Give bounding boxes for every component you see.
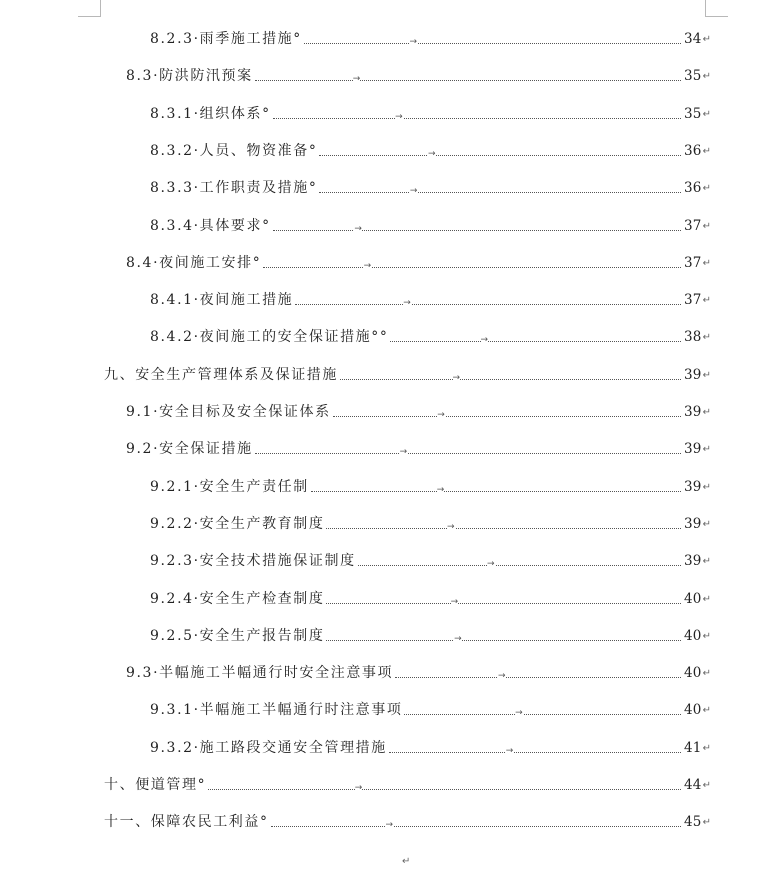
toc-dot-leader (304, 37, 681, 47)
toc-entry-title: 9.3·半幅施工半幅通行时安全注意事项 (126, 665, 394, 682)
toc-entry-page-number: 37 (684, 292, 702, 309)
tab-arrow-icon: → (409, 186, 418, 197)
toc-entry-page-number: 40 (684, 590, 702, 607)
toc-entry[interactable] (150, 173, 711, 197)
toc-entry-title: 8.3.2·人员、物资准备° (150, 142, 318, 159)
toc-dot-leader (271, 820, 681, 831)
toc-entry[interactable] (150, 546, 711, 570)
paragraph-mark-icon: ↵ (702, 369, 711, 381)
paragraph-mark-icon: ↵ (702, 332, 711, 344)
toc-entry-page-number: 39 (684, 404, 702, 420)
tab-arrow-icon: → (399, 447, 408, 458)
toc-dot-leader (255, 447, 681, 458)
paragraph-mark-icon: ↵ (702, 481, 711, 493)
toc-dot-leader (340, 372, 681, 383)
toc-entry-title: 十、便道管理° (104, 777, 207, 793)
toc-entry[interactable] (150, 509, 711, 533)
toc-entry-title: 9.2.5·安全生产报告制度 (150, 627, 325, 644)
toc-entry[interactable] (150, 322, 711, 346)
toc-entry-page-number: 39 (684, 553, 702, 570)
tab-arrow-icon: → (409, 37, 418, 47)
toc-entry-title: 8.3.4·具体要求° (150, 217, 271, 234)
toc-entry-title: 9.2.3·安全技术措施保证制度 (150, 553, 356, 570)
toc-entry[interactable] (150, 99, 711, 123)
tab-arrow-icon: → (515, 708, 523, 719)
toc-entry[interactable] (104, 770, 711, 794)
toc-entry-page-number: 39 (684, 366, 702, 383)
tab-arrow-icon: → (363, 260, 372, 271)
toc-entry[interactable] (150, 285, 711, 309)
toc-entry[interactable] (126, 434, 711, 458)
paragraph-mark-icon: ↵ (702, 71, 711, 83)
toc-entry-page-number: 37 (684, 217, 702, 234)
toc-entry-page-number: 41 (684, 739, 702, 756)
toc-dot-leader (326, 521, 681, 532)
toc-dot-leader (255, 74, 681, 85)
toc-entry-page-number: 36 (684, 180, 702, 197)
toc-entry[interactable] (150, 621, 711, 645)
tab-arrow-icon: → (480, 335, 489, 346)
toc-dot-leader (390, 335, 681, 346)
paragraph-mark-icon: ↵ (702, 630, 711, 642)
toc-entry[interactable] (104, 807, 711, 831)
toc-dot-leader (326, 633, 681, 644)
toc-entry-title: 十一、保障农民工利益° (104, 814, 269, 831)
toc-dot-leader (333, 410, 681, 420)
toc-entry-page-number: 40 (684, 665, 702, 682)
toc-entry[interactable] (150, 695, 711, 719)
paragraph-mark-icon: ↵ (702, 705, 711, 717)
toc-dot-leader (273, 111, 681, 122)
tab-arrow-icon: → (450, 596, 459, 607)
tab-arrow-icon: → (395, 111, 403, 122)
toc-dot-leader (295, 298, 681, 309)
paragraph-mark-icon: ↵ (702, 220, 711, 232)
toc-entry-title: 9.3.1·半幅施工半幅通行时注意事项 (150, 702, 403, 719)
toc-entry[interactable] (126, 61, 711, 85)
paragraph-mark-icon: ↵ (702, 295, 711, 307)
tab-arrow-icon: → (354, 783, 363, 793)
toc-entry-title: 8.3.1·组织体系° (150, 105, 271, 122)
toc-entry-page-number: 36 (684, 142, 702, 159)
tab-arrow-icon: → (436, 484, 445, 495)
tab-arrow-icon: → (403, 298, 411, 309)
toc-entry-title: 8.4·夜间施工安排° (126, 254, 262, 271)
tab-arrow-icon: → (385, 820, 394, 831)
toc-entry-title: 8.3·防洪防汛预案 (126, 68, 253, 85)
toc-dot-leader (358, 559, 681, 570)
paragraph-mark-icon: ↵ (702, 407, 711, 418)
paragraph-mark-icon: ↵ (702, 108, 711, 120)
paragraph-mark-icon: ↵ (702, 817, 711, 829)
toc-entry-page-number: 39 (684, 515, 702, 532)
toc-entry-page-number: 35 (684, 68, 702, 85)
tab-arrow-icon: → (437, 410, 445, 420)
toc-dot-leader (319, 186, 681, 197)
toc-entry-title: 9.2.1·安全生产责任制 (150, 478, 309, 495)
toc-entry-page-number: 39 (684, 441, 702, 458)
paragraph-mark-icon: ↵ (702, 780, 711, 791)
toc-dot-leader (326, 596, 681, 607)
toc-entry-page-number: 34 (684, 31, 702, 47)
tab-arrow-icon: → (427, 148, 436, 159)
tab-arrow-icon: → (487, 559, 495, 570)
toc-entry-title: 9.2.4·安全生产检查制度 (150, 590, 325, 607)
toc-entry-title: 9.3.2·施工路段交通安全管理措施 (150, 739, 387, 756)
tab-arrow-icon: → (447, 521, 455, 532)
toc-entry[interactable] (150, 24, 711, 48)
toc-entry-page-number: 40 (684, 627, 702, 644)
paragraph-mark-icon: ↵ (702, 518, 711, 530)
toc-entry-title: 9.2.2·安全生产教育制度 (150, 515, 325, 532)
toc-dot-leader (395, 671, 681, 682)
toc-entry-title: 8.4.2·夜间施工的安全保证措施°° (150, 329, 389, 346)
toc-entry-page-number: 35 (684, 105, 702, 122)
toc-entry-page-number: 37 (684, 254, 702, 271)
toc-dot-leader (311, 484, 681, 495)
toc-entry[interactable] (126, 397, 711, 421)
toc-dot-leader (208, 783, 681, 793)
toc-entry-title: 8.3.3·工作职责及措施° (150, 180, 318, 197)
toc-entry-page-number: 45 (684, 814, 702, 831)
paragraph-mark-icon: ↵ (702, 668, 711, 680)
toc-entry[interactable] (150, 472, 711, 496)
tab-arrow-icon: → (505, 745, 514, 756)
paragraph-mark-icon: ↵ (702, 257, 711, 269)
paragraph-mark-icon: ↵ (702, 556, 711, 568)
toc-entry-title: 九、安全生产管理体系及保证措施 (104, 366, 338, 383)
toc-entry[interactable] (150, 136, 711, 160)
toc-entry[interactable] (150, 211, 711, 235)
toc-entry-page-number: 44 (684, 777, 702, 793)
toc-dot-leader (389, 745, 681, 756)
paragraph-mark-icon: ↵ (702, 593, 711, 605)
paragraph-mark-icon: ↵ (702, 34, 711, 45)
toc-entry[interactable] (104, 360, 711, 384)
paragraph-mark-icon: ↵ (702, 183, 711, 195)
toc-entry-title: 9.1·安全目标及安全保证体系 (126, 404, 331, 420)
toc-entry[interactable] (126, 658, 711, 682)
toc-dot-leader (319, 148, 681, 159)
tab-arrow-icon: → (452, 372, 461, 383)
page-corner-top-left (78, 0, 101, 17)
tab-arrow-icon: → (454, 633, 462, 644)
toc-entry-title: 9.2·安全保证措施 (126, 441, 253, 458)
tab-arrow-icon: → (352, 74, 361, 85)
paragraph-mark-icon: ↵ (702, 742, 711, 754)
tab-arrow-icon: → (498, 671, 506, 682)
toc-entry[interactable] (126, 248, 711, 272)
toc-dot-leader (273, 223, 681, 234)
toc-entry-title: 8.4.1·夜间施工措施 (150, 292, 294, 309)
paragraph-mark-icon: ↵ (402, 856, 411, 867)
toc-dot-leader (404, 708, 681, 719)
paragraph-mark-icon: ↵ (702, 145, 711, 157)
toc-entry-title: 8.2.3·雨季施工措施° (150, 31, 302, 47)
toc-entry-page-number: 39 (684, 478, 702, 495)
tab-arrow-icon: → (354, 223, 362, 234)
toc-entry[interactable] (150, 584, 711, 608)
paragraph-mark-icon: ↵ (702, 444, 711, 456)
toc-entry[interactable] (150, 733, 711, 757)
toc-entry-page-number: 38 (684, 329, 702, 346)
page-corner-top-right (705, 0, 728, 17)
toc-dot-leader (263, 260, 681, 271)
toc-entry-page-number: 40 (684, 702, 702, 719)
